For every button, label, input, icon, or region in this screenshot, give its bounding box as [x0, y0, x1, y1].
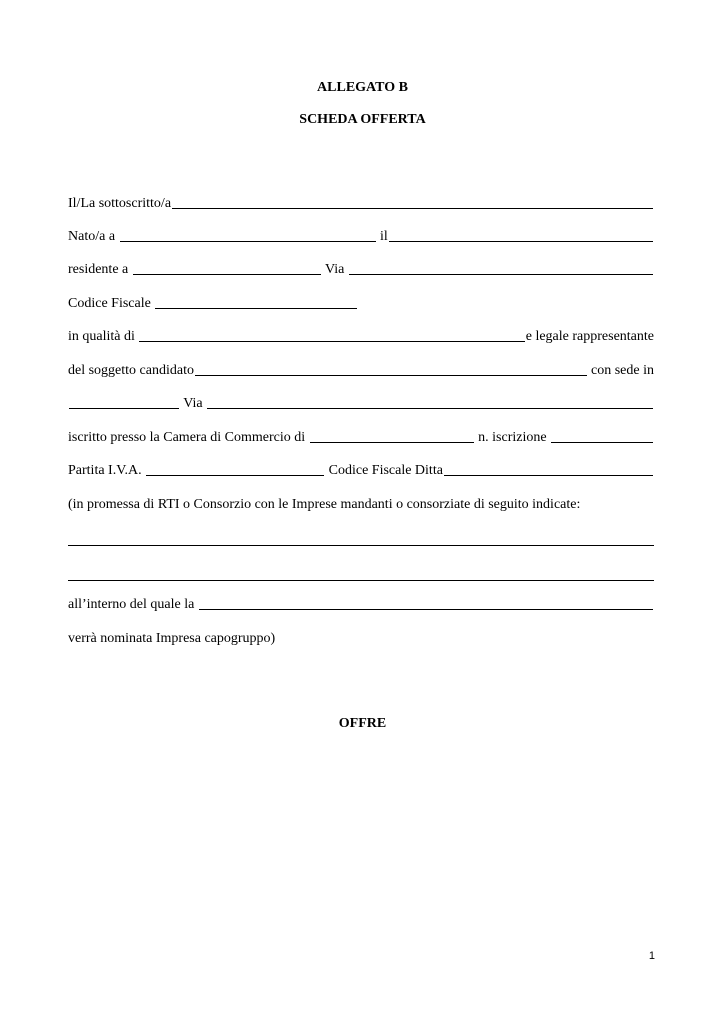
registration-field[interactable]	[551, 442, 653, 443]
vat-label: Partita I.V.A.	[68, 463, 146, 478]
company-fiscal-code-label: Codice Fiscale Ditta	[325, 463, 443, 478]
company-fiscal-code-field[interactable]	[444, 475, 653, 476]
chamber-row	[68, 430, 654, 446]
lead-company-row	[68, 597, 654, 613]
fiscal-code-label: Codice Fiscale	[68, 296, 155, 311]
signatory-name-field[interactable]	[172, 208, 653, 209]
seat-city-field[interactable]	[69, 408, 179, 409]
registration-label: n. iscrizione	[474, 430, 551, 445]
birthplace-label: Nato/a a	[68, 229, 119, 244]
residence-label: residente a	[68, 262, 132, 277]
role-field[interactable]	[139, 341, 524, 342]
vat-row	[68, 463, 654, 479]
residence-street-field[interactable]	[349, 274, 653, 275]
legal-rep-label: e legale rappresentante	[525, 329, 654, 344]
signatory-name-row	[68, 196, 654, 212]
document-title: ALLEGATO B	[317, 80, 408, 95]
birthdate-field[interactable]	[389, 241, 653, 242]
residence-row	[68, 262, 654, 278]
lead-company-note-row	[68, 631, 654, 647]
lead-company-note: verrà nominata Impresa capogruppo)	[68, 631, 276, 646]
fiscal-code-row	[68, 296, 654, 312]
consortium-field-1[interactable]	[68, 545, 654, 546]
role-label: in qualità di	[68, 329, 139, 344]
consortium-field-2[interactable]	[68, 580, 654, 581]
seat-row	[68, 396, 654, 412]
consortium-intro-row	[68, 497, 654, 513]
fiscal-code-field[interactable]	[155, 308, 357, 309]
seat-street-field[interactable]	[207, 408, 653, 409]
chamber-label: iscritto presso la Camera di Commercio di	[68, 430, 309, 445]
offer-heading: OFFRE	[338, 716, 387, 731]
document-subtitle: SCHEDA OFFERTA	[299, 112, 426, 127]
page-number: 1	[648, 950, 655, 962]
birth-row	[68, 229, 654, 245]
chamber-field[interactable]	[310, 442, 474, 443]
birthplace-field[interactable]	[120, 241, 376, 242]
candidate-row	[68, 363, 654, 379]
vat-field[interactable]	[146, 475, 324, 476]
candidate-label: del soggetto candidato	[68, 363, 194, 378]
residence-street-label: Via	[321, 262, 348, 277]
lead-company-field[interactable]	[199, 609, 653, 610]
candidate-field[interactable]	[195, 375, 587, 376]
signatory-name-label: Il/La sottoscritto/a	[68, 196, 172, 211]
birthdate-label: il	[376, 229, 388, 244]
seat-label: con sede in	[587, 363, 654, 378]
residence-field[interactable]	[133, 274, 321, 275]
lead-company-label: all’interno del quale la	[68, 597, 198, 612]
role-row	[68, 329, 654, 345]
seat-street-label: Via	[180, 396, 207, 411]
consortium-intro-text: (in promessa di RTI o Consorzio con le Imprese mandanti o consorziate di seguito indicate:	[68, 497, 581, 512]
